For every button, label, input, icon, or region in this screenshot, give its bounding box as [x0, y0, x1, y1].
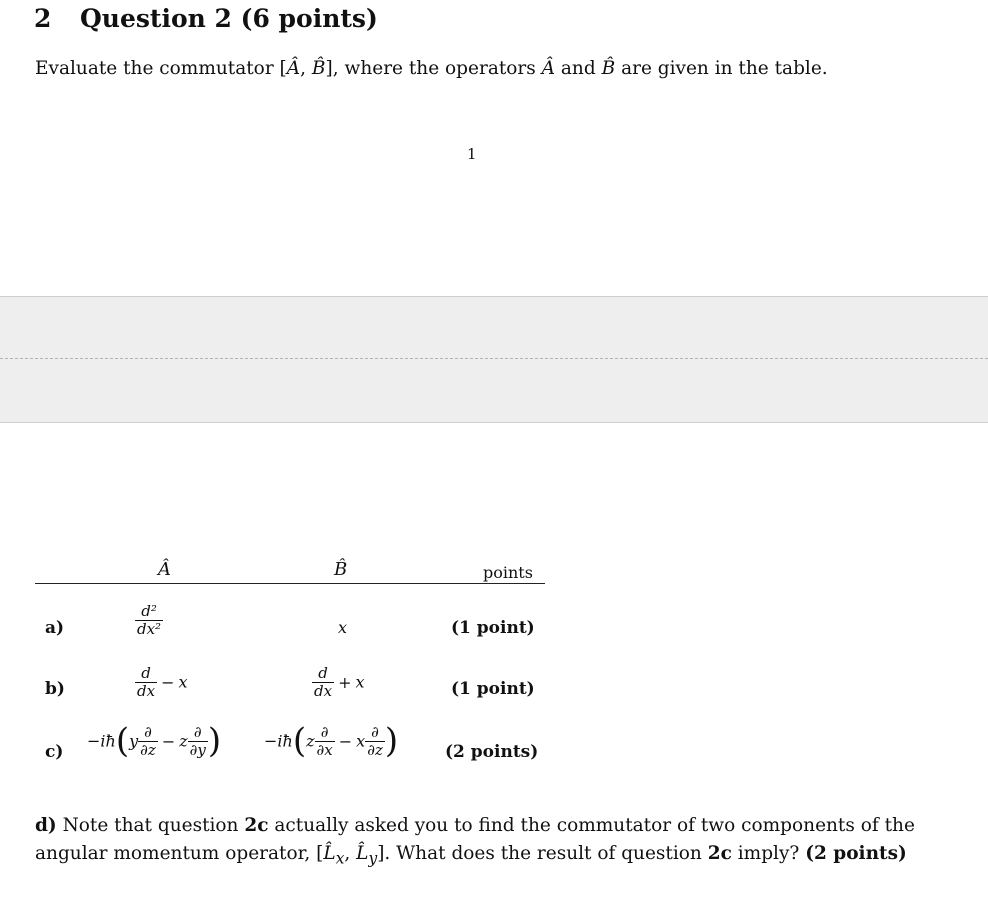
row-c-operator-b: −iħ(z $\frac{\partial}{\partial x}$ − x $\frac{\partial}{\partial z}$ ) [264, 721, 399, 761]
section-title: Question 2 (6 points) [80, 4, 378, 33]
page-break-line [0, 358, 988, 359]
row-c-operator-a: −iħ(y $\frac{\partial}{\partial z}$ − z $\frac{\partial}{\partial y}$ ) [87, 721, 222, 761]
row-b-points: (1 point) [451, 679, 535, 699]
row-label-a: a) [45, 618, 65, 638]
header-a: Â [158, 559, 171, 580]
row-a-points: (1 point) [451, 618, 535, 638]
row-b-operator-a: $\frac{d}{dx}$ − x [137, 664, 188, 700]
page-top [0, 0, 988, 296]
operator-table [35, 555, 545, 785]
section-number: 2 [34, 4, 52, 33]
row-label-c: c) [45, 742, 64, 762]
header-b: B̂ [334, 559, 348, 580]
row-c-points: (2 points) [445, 742, 539, 762]
row-a-operator-a: $\frac{\text{d²}}{\text{dx²}}$ [137, 602, 162, 638]
row-a-operator-b: x [338, 618, 348, 637]
part-d-question: d) Note that question 2c actually asked you to find the commutator of two components of the angular momentum operator, [$L̂_x$, $L̂_y$]. What does the result of question 2c imply? (2 points) [35, 815, 915, 868]
header-rule [35, 583, 545, 584]
question-prompt: Evaluate the commutator [Â, B̂], where the operators Â and B̂ are given in the table. [35, 58, 828, 79]
page-number: 1 [467, 145, 477, 163]
header-points: points [483, 563, 533, 582]
row-b-operator-b: $\frac{d}{dx}$ + x [314, 664, 365, 700]
page-gap [0, 296, 988, 423]
row-label-b: b) [45, 679, 65, 699]
